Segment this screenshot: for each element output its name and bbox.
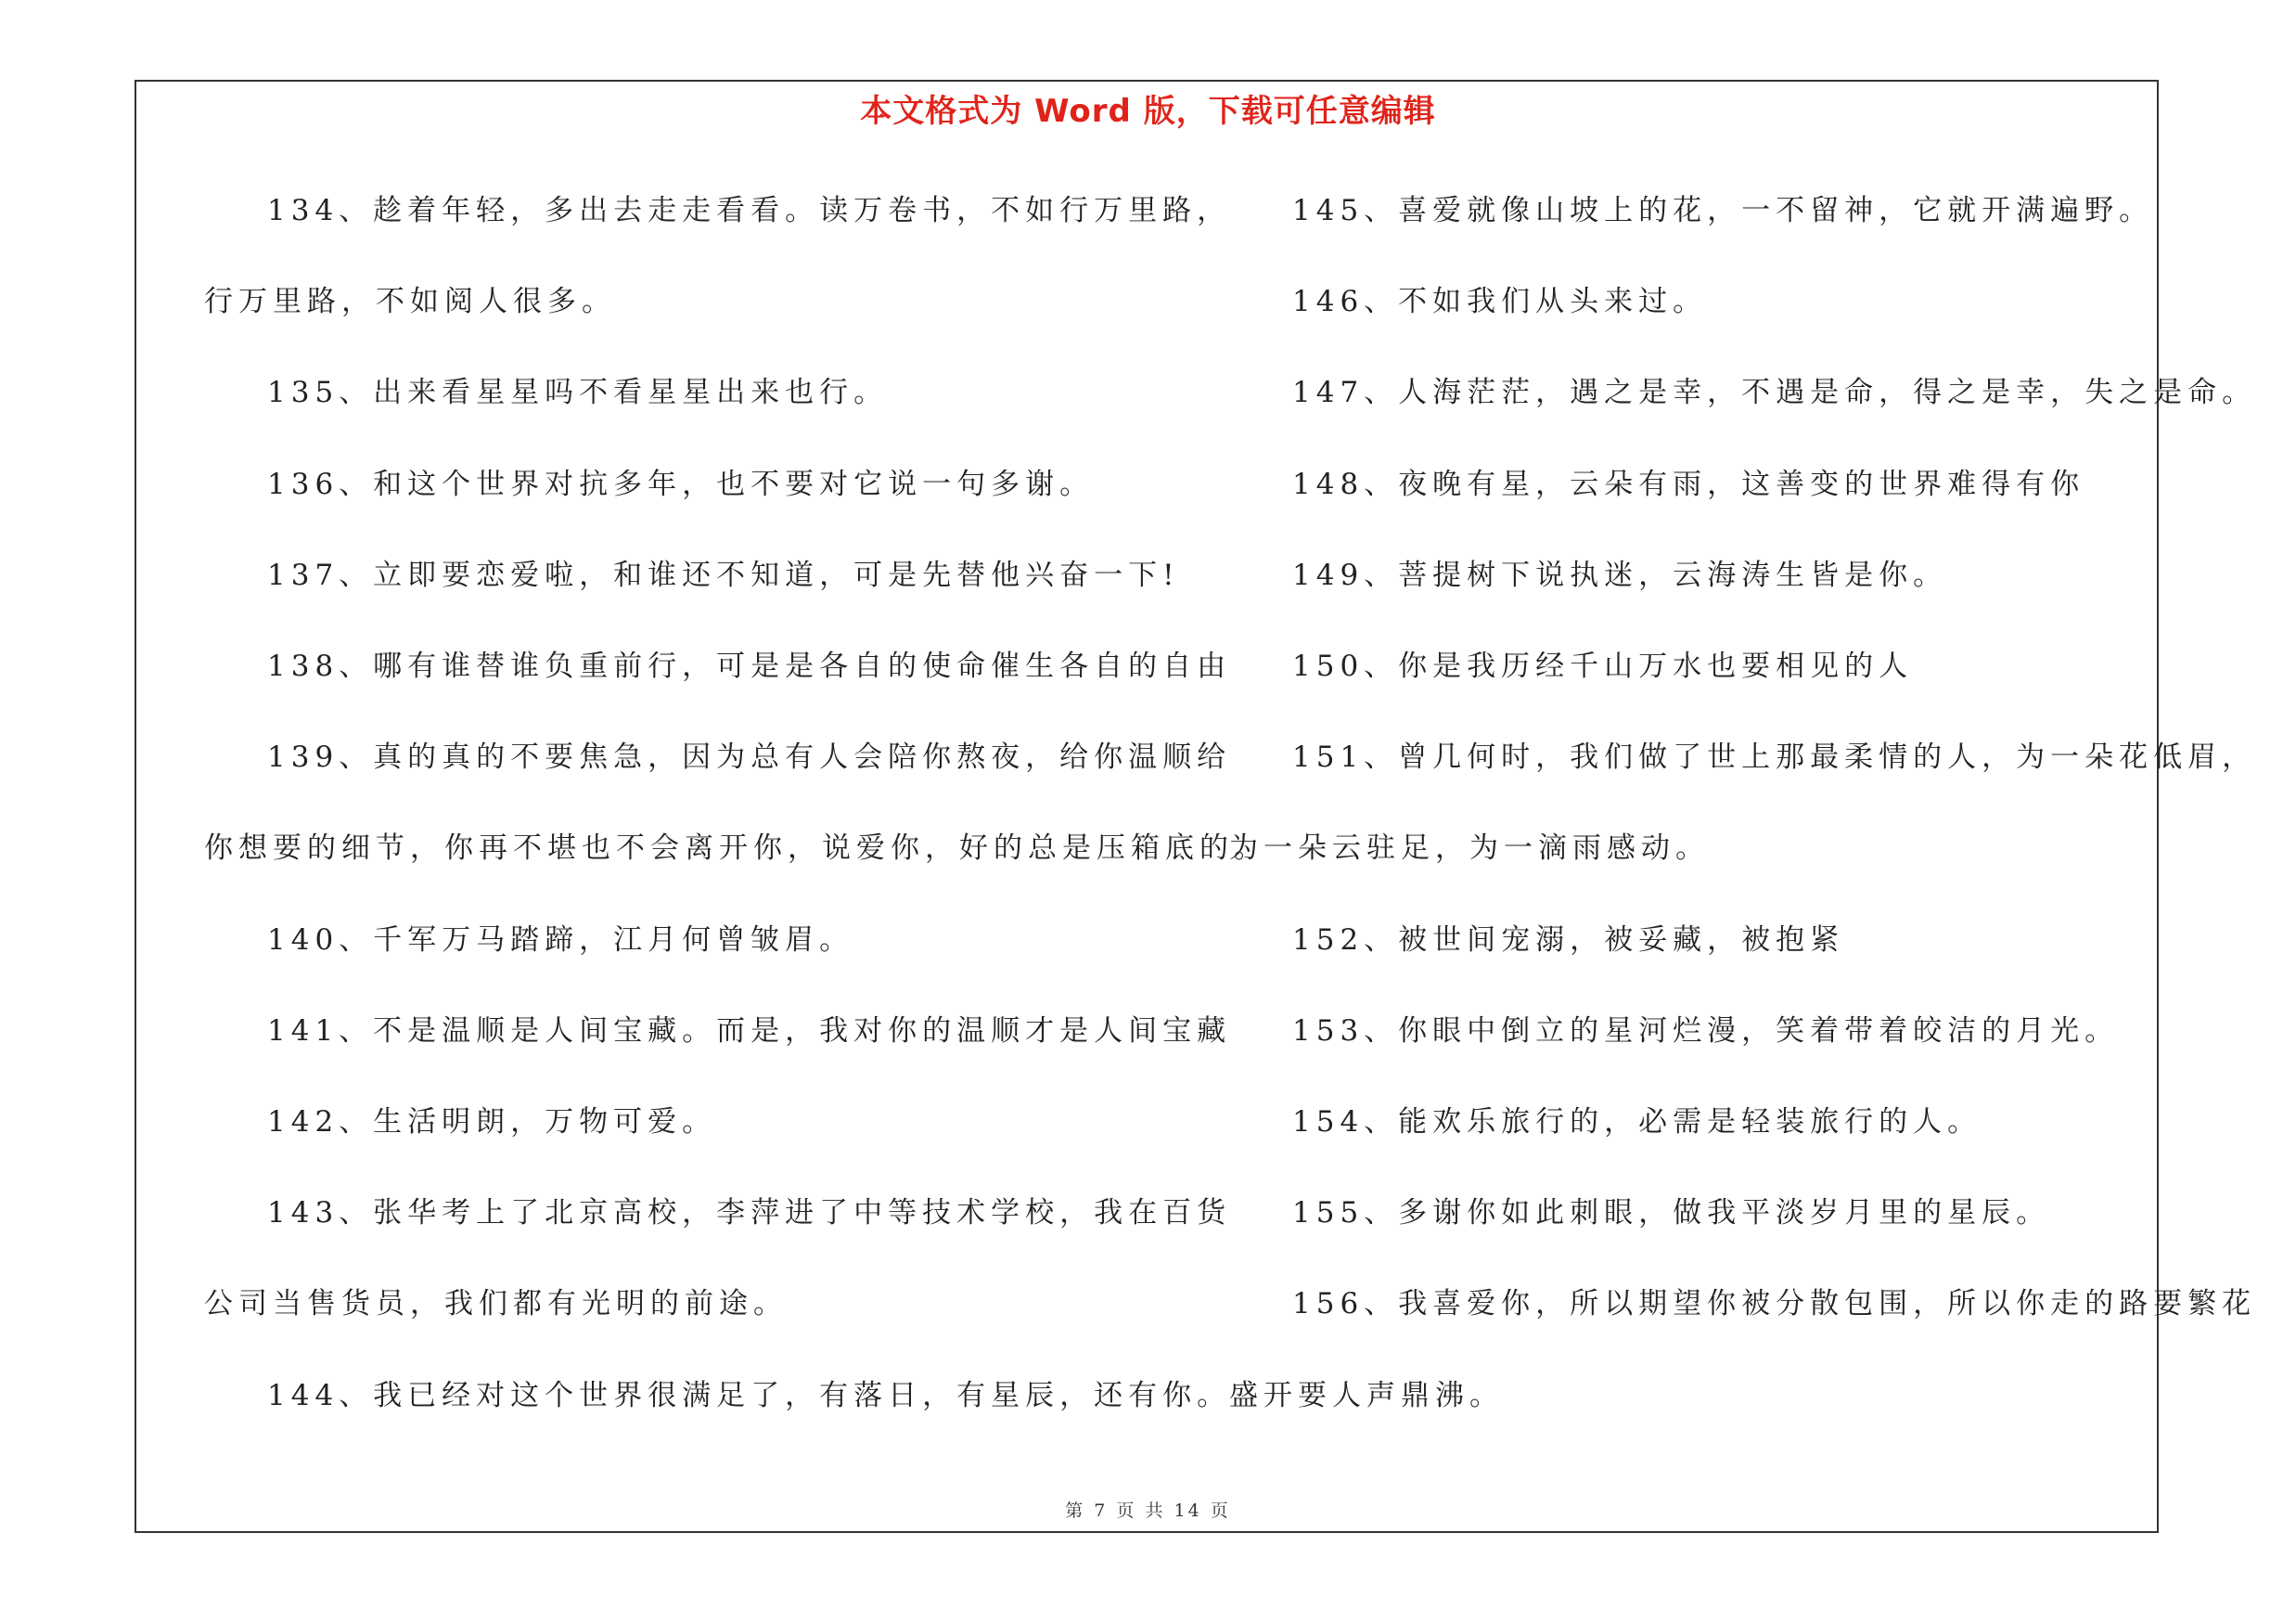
- quote-line: 135、出来看星星吗不看星星出来也行。: [267, 376, 889, 410]
- format-banner: 本文格式为 Word 版，下载可任意编辑: [860, 93, 1436, 130]
- quote-line: 148、夜晚有星，云朵有雨，这善变的世界难得有你: [1292, 467, 2085, 501]
- quote-line: 147、人海茫茫，遇之是幸，不遇是命，得之是幸，失之是命。: [1292, 376, 2257, 410]
- quote-line: 142、生活明朗，万物可爱。: [267, 1105, 717, 1139]
- page-number-footer: 第 7 页 共 14 页: [1065, 1501, 1231, 1521]
- quote-line: 154、能欢乐旅行的，必需是轻装旅行的人。: [1292, 1105, 1982, 1139]
- quote-continuation-line: 你想要的细节，你再不堪也不会离开你，说爱你，好的总是压箱底的。: [204, 831, 1268, 866]
- quote-continuation-line: 盛开要人声鼎沸。: [1229, 1378, 1504, 1412]
- quote-line: 139、真的真的不要焦急，因为总有人会陪你熬夜，给你温顺给: [267, 741, 1232, 775]
- quote-line: 152、被世间宠溺，被妥藏，被抱紧: [1292, 922, 1845, 957]
- quote-line: 134、趁着年轻，多出去走走看看。读万卷书，不如行万里路，: [267, 194, 1232, 227]
- quote-continuation-line: 公司当售货员，我们都有光明的前途。: [204, 1287, 788, 1321]
- quote-line: 153、你眼中倒立的星河烂漫，笑着带着皎洁的月光。: [1292, 1013, 2120, 1048]
- quote-line: 151、曾几何时，我们做了世上那最柔情的人，为一朵花低眉，: [1292, 741, 2257, 775]
- quote-line: 149、菩提树下说执迷，云海涛生皆是你。: [1292, 558, 1948, 592]
- quote-continuation-line: 行万里路，不如阅人很多。: [204, 285, 616, 319]
- quote-line: 145、喜爱就像山坡上的花，一不留神，它就开满遍野。: [1292, 194, 2154, 227]
- quote-line: 146、不如我们从头来过。: [1292, 285, 1708, 319]
- quote-line: 155、多谢你如此刺眼，做我平淡岁月里的星辰。: [1292, 1196, 2051, 1230]
- quote-line: 138、哪有谁替谁负重前行，可是是各自的使命催生各自的自由: [267, 650, 1232, 683]
- quote-line: 143、张华考上了北京高校，李萍进了中等技术学校，我在百货: [267, 1196, 1232, 1230]
- quote-line: 144、我已经对这个世界很满足了，有落日，有星辰，还有你。: [267, 1378, 1232, 1412]
- quote-continuation-line: 为一朵云驻足，为一滴雨感动。: [1229, 831, 1710, 866]
- quote-line: 137、立即要恋爱啦，和谁还不知道，可是先替他兴奋一下!: [267, 558, 1180, 592]
- quote-line: 156、我喜爱你，所以期望你被分散包围，所以你走的路要繁花: [1292, 1287, 2257, 1321]
- quote-line: 140、千军万马踏蹄，江月何曾皱眉。: [267, 922, 854, 957]
- quote-line: 136、和这个世界对抗多年，也不要对它说一句多谢。: [267, 467, 1095, 501]
- quote-line: 150、你是我历经千山万水也要相见的人: [1292, 650, 1914, 683]
- quote-line: 141、不是温顺是人间宝藏。而是，我对你的温顺才是人间宝藏: [267, 1013, 1232, 1048]
